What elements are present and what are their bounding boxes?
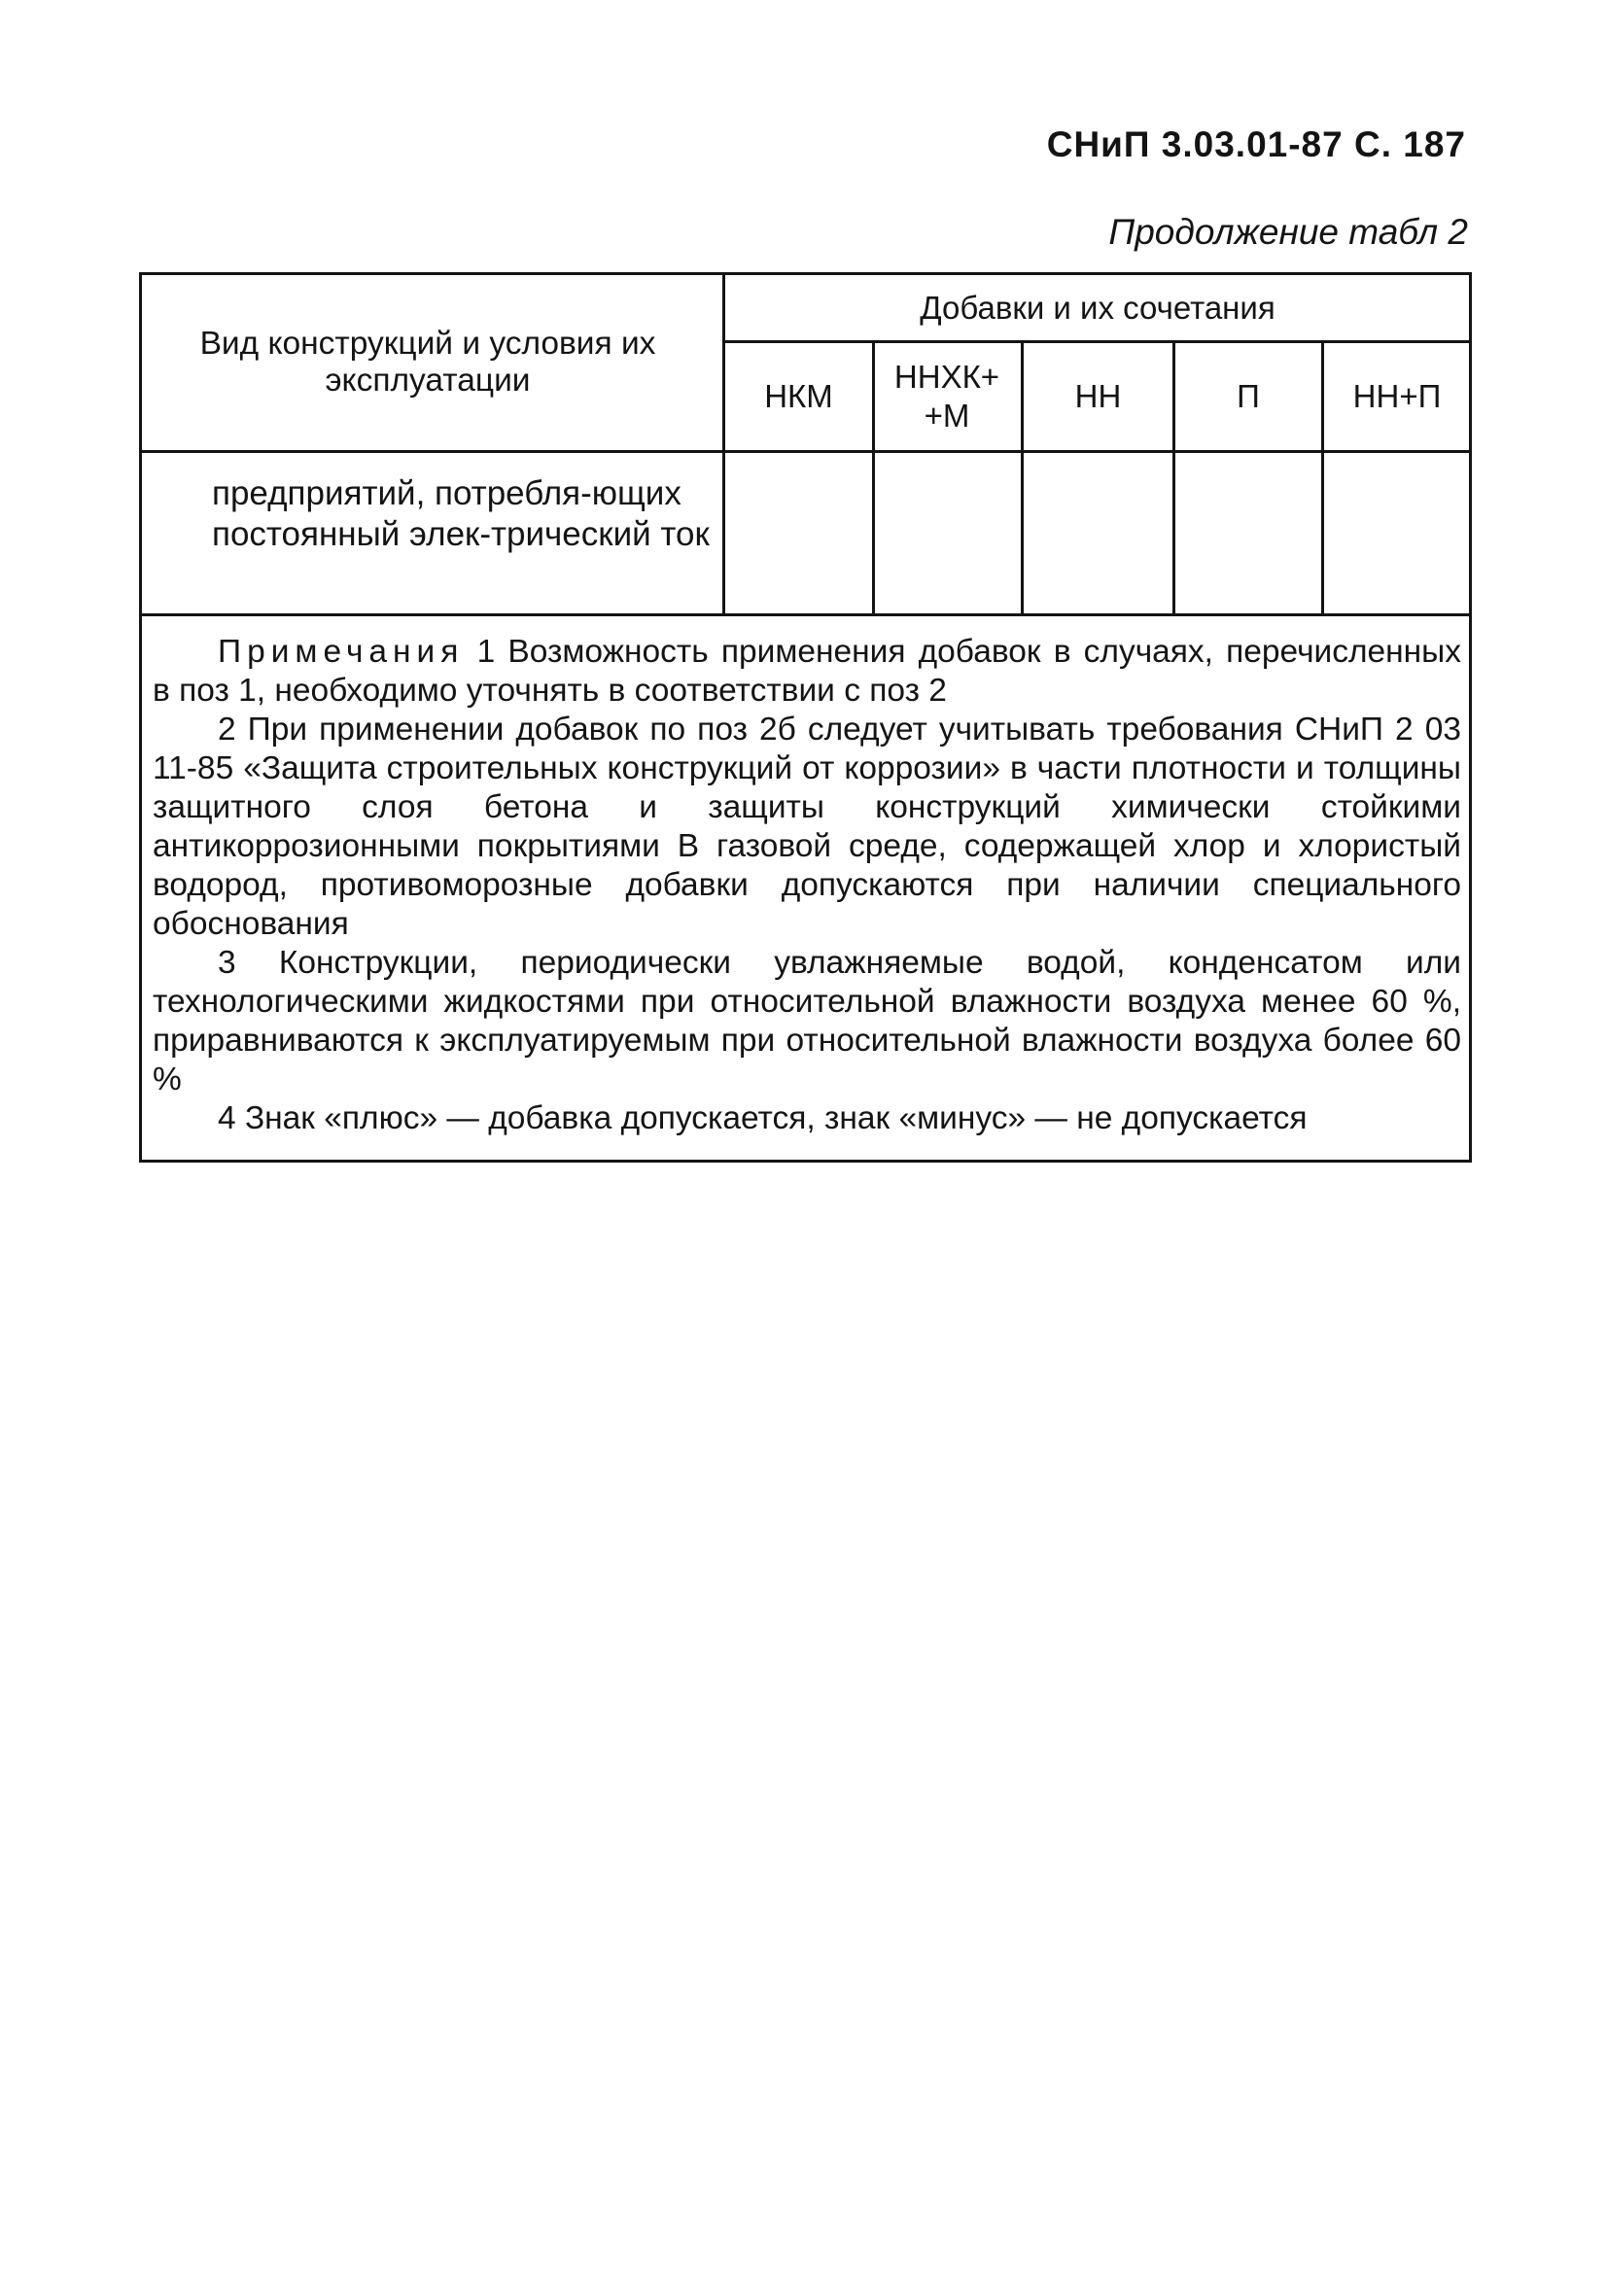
- note-text: 1 Возможность применения добавок в случаях, перечисленных в поз 1, необходимо уточнять в соответствии с поз 2: [153, 634, 1461, 709]
- notes-label: Примечания: [218, 634, 465, 670]
- note-item: 2 При применении добавок по поз 2б следует учитывать требования СНиП 2 03 11-85 «Защита строительных конструкций от коррозии» в части плотности и толщины защитного слоя бетона и защиты конструкций химически стойкими антикоррозионными покрытиями В газовой среде, содержащей хлор и хлористый водород, противоморозные добавки допускаются при наличии специального обоснования: [153, 712, 1461, 942]
- note-item: 4 Знак «плюс» — добавка допускается, знак «минус» — не допускается: [218, 1100, 1308, 1136]
- column-header-nn: НН: [1074, 378, 1122, 414]
- column-header-construction: Вид конструкций и условия их эксплуатации: [199, 326, 656, 399]
- rule-header-bottom: [139, 450, 1471, 453]
- column-header-nnhk-m: ННХК+ +М: [893, 359, 1000, 434]
- column-header-p: П: [1237, 378, 1260, 414]
- page-header: СНиП 3.03.01-87 С. 187: [1046, 124, 1466, 164]
- table-notes: [153, 633, 1461, 1138]
- column-header-nn-p: НН+П: [1352, 378, 1442, 414]
- rule-notes-top: [139, 613, 1471, 616]
- table-continuation-label: Продолжение табл 2: [1108, 212, 1468, 252]
- note-item: [153, 633, 1461, 711]
- table-row-text: предприятий, потребля-ющих постоянный элек-трический ток: [212, 474, 710, 553]
- rule-col2: [872, 342, 875, 614]
- column-group-header-additives: Добавки и их сочетания: [920, 290, 1275, 326]
- note-item: 3 Конструкции, периодически увлажняемые водой, конденсатом или технологическими жидкостями при относительной влажности воздуха менее 60 %, приравниваются к эксплуатируемым при относительной влажности воздуха более 60 %: [153, 945, 1461, 1097]
- column-header-nkm: НКМ: [764, 378, 833, 414]
